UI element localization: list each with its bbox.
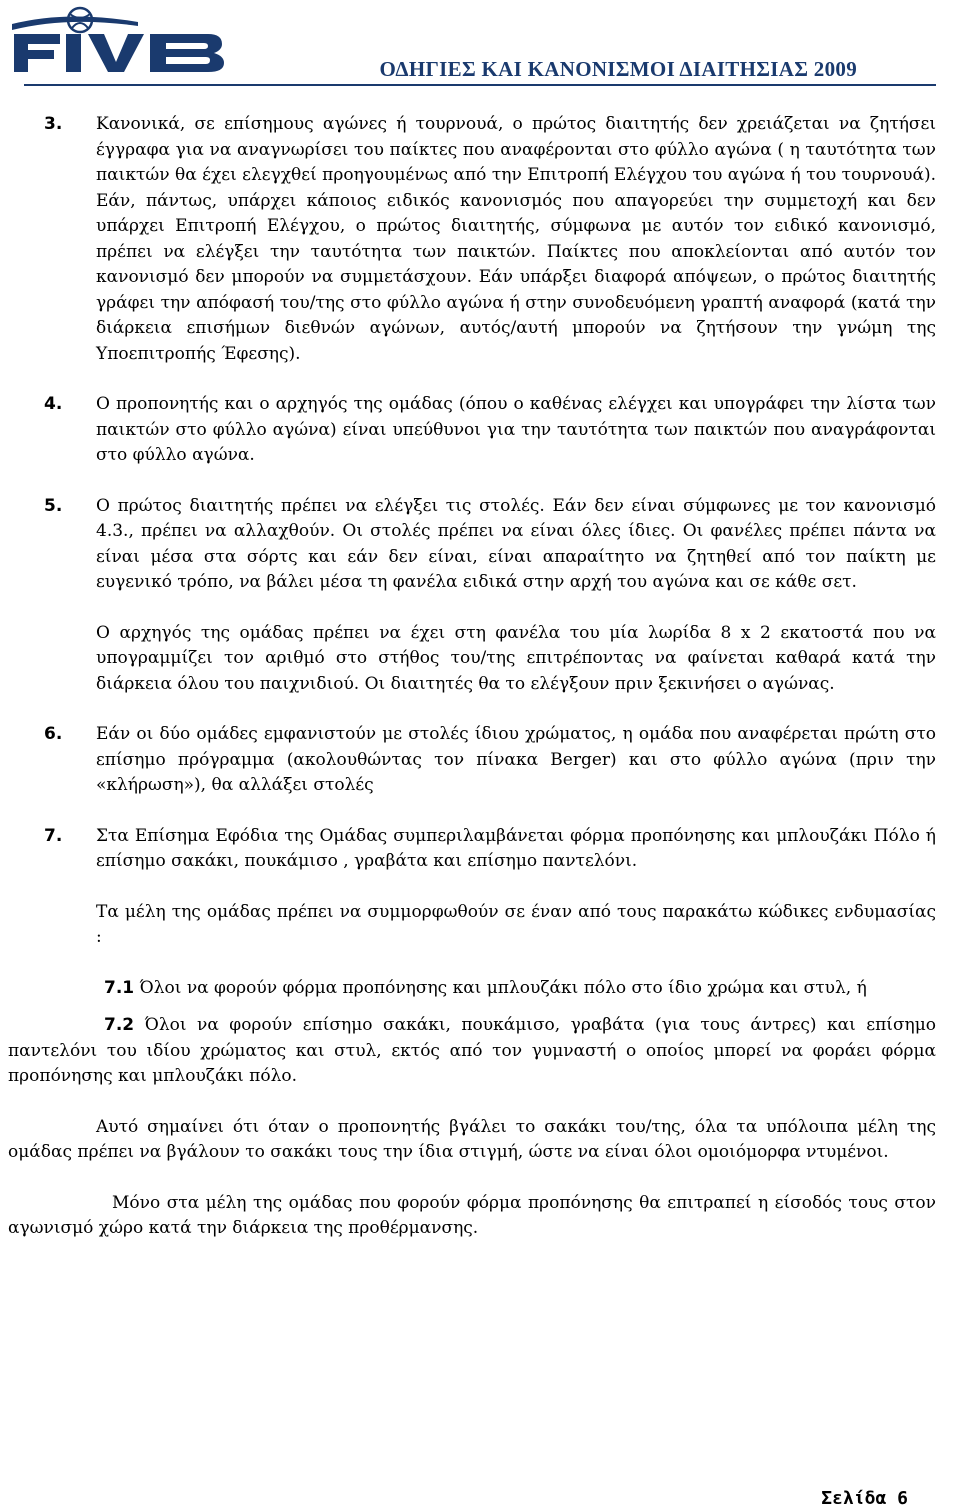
item-text: Ο πρώτος διαιτητής πρέπει να ελέγξει τις στολές. Εάν δεν είναι σύμφωνες με τον κανονισμό 4.3., πρέπει να αλλαχθούν. Οι στολές πρέπει να είναι όλες ίδιες. Οι φανέλες πρέπει πάντα να είναι μέσα στα σόρτς και εάν δεν είναι, είναι απαραίτητο να ζητηθεί από τον παίκτη με ευγενικό τρόπο, να βάλει μέσα τη φανέλα ειδικά στην αρχή του αγώνα και σε κάθε σετ. [96,495,936,592]
document-body [0,112,960,1242]
item-text: Κανονικά, σε επίσημους αγώνες ή τουρνουά, ο πρώτος διαιτητής δεν χρειάζεται να ζητήσει έγγραφα για να αναγνωρίσει του παίκτες που αναφέρονται στο φύλλο αγώνα ( η ταυτότητα των παικτών θα έχει ελεγχθεί προηγουμένως από την Επιτροπή Ελέγχου του αγώνα ή του τουρνουά). Εάν, πάντως, υπάρχει κάποιος ειδικός κανονισμός που απαγορεύει την συμμετοχή και δεν υπάρχει Επιτροπή Ελέγχου, ο πρώτος διαιτητής, σύμφωνα με αυτόν τον ειδικό κανονισμό, πρέπει να ελέγξει την ταυτότητα των παικτών. Παίκτες που αποκλείονται από αυτόν τον κανονισμό δεν μπορούν να συμμετάσχουν. Εάν υπάρξει διαφορά απόψεων, ο πρώτος διαιτητής γράφει την απόφασή του/της στο φύλλο αγώνα ή στην συνοδευόμενη γραπτή αναφορά (κατά την διάρκεια επισήμων διεθνών αγώνων, αυτός/αυτή μπορούν να ζητήσουν την γνώμη της Υποεπιτροπής Έφεσης). [96,114,936,364]
rule-item-5-captain [0,621,960,698]
rule-item-7-dress-codes [0,900,960,951]
item-number: 5. [44,495,63,516]
item-text: Όλοι να φορούν επίσημο σακάκι, πουκάμισο, γραβάτα (για τους άντρες) και επίσημο παντελόνι του ιδίου χρώματος και στυλ, εκτός από τον γυμναστή ο οποίος μπορεί να φοράει φόρμα προπόνησης και μπλουζάκι πόλο. [8,1015,937,1086]
item-text: Ο αρχηγός της ομάδας πρέπει να έχει στη φανέλα του μία λωρίδα 8 x 2 εκατοστά που να υπογραμμίζει τον αριθμό στο στήθος του/της επιτρέποντας να φαίνεται καθαρά κατά την διάρκεια όλου του παιχνιδιού. Οι διαιτητές θα το ελέγξουν πριν ξεκινήσει ο αγώνας. [96,622,936,694]
item-number: 7.2 [104,1015,135,1035]
item-text: Τα μέλη της ομάδας πρέπει να συμμορφωθούν σε έναν από τους παρακάτω κώδικες ενδυμασίας : [96,901,936,947]
rule-item-5 [0,494,960,596]
item-number: 7.1 [104,977,135,998]
document-title: ΟΔΗΓΙΕΣ ΚΑΙ ΚΑΝΟΝΙΣΜΟΙ ΔΙΑΙΤΗΣΙΑΣ 2009 [379,57,857,81]
header-divider [24,84,936,86]
paragraph-jacket-removal [0,1115,960,1166]
item-text: Ο προπονητής και ο αρχηγός της ομάδας (όπου ο καθένας ελέγχει και υπογράφει την λίστα των παικτών στο φύλλο αγώνα) είναι υπεύθυνοι για την ταυτότητα των παικτών που αναγράφονται στο φύλλο αγώνα. [96,394,936,465]
page-number: Σελίδα 6 [821,1488,908,1509]
item-text: Αυτό σημαίνει ότι όταν ο προπονητής βγάλει το σακάκι του/της, όλα τα υπόλοιπα μέλη της ομάδας πρέπει να βγάλουν το σακάκι τους την ίδια στιγμή, ώστε να είναι όλοι ομοιόμορφα ντυμένοι. [8,1116,936,1162]
rule-item-4 [0,392,960,469]
rule-item-7 [0,824,960,875]
page-header [0,0,960,100]
paragraph-warmup-access [0,1191,960,1242]
item-number: 3. [44,114,63,134]
fivb-logo [8,4,240,74]
item-number: 4. [44,394,63,414]
item-text: Μόνο στα μέλη της ομάδας που φορούν φόρμα προπόνησης θα επιτραπεί η είσοδός τους στον αγωνισμό χώρο κατά την διάρκεια της προθέρμανσης. [8,1192,936,1238]
item-text: Όλοι να φορούν φόρμα προπόνησης και μπλουζάκι πόλο στο ίδιο χρώμα και στυλ, ή [139,977,867,998]
rule-item-6 [0,722,960,799]
item-number: 6. [44,724,63,744]
item-number: 7. [44,825,63,846]
rule-item-7-2 [0,1013,960,1090]
item-text: Στα Επίσημα Εφόδια της Ομάδας συμπεριλαμβάνεται φόρμα προπόνησης και μπλουζάκι Πόλο ή επίσημο σακάκι, πουκάμισο , γραβάτα και επίσημο παντελόνι. [96,825,936,871]
item-text: Εάν οι δύο ομάδες εμφανιστούν με στολές ίδιου χρώματος, η ομάδα που αναφέρεται πρώτη στο επίσημο πρόγραμμα (ακολουθώντας τον πίνακα Berger) και στο φύλλο αγώνα (πριν την «κλήρωση»), θα αλλάξει στολές [96,724,936,795]
rule-item-7-1 [0,976,960,1002]
rule-item-3 [0,112,960,367]
